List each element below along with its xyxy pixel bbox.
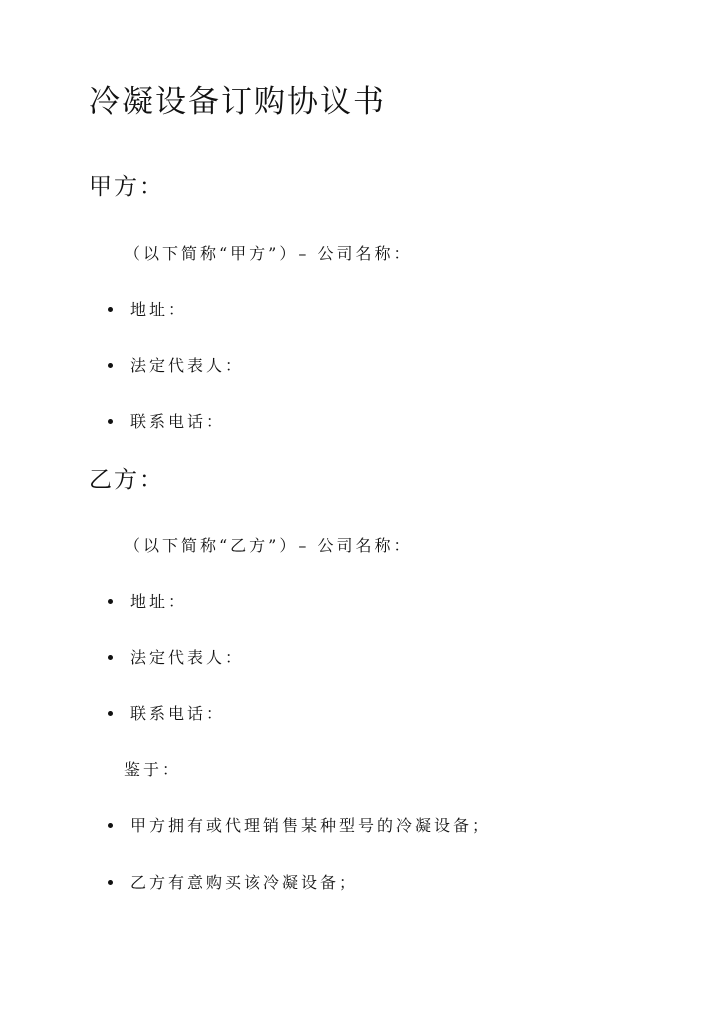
bullet-icon [108, 307, 113, 312]
whereas-item [108, 816, 491, 835]
party-b-item-representative [108, 648, 244, 667]
party-b-item-phone [108, 704, 225, 723]
party-a-item-phone [108, 412, 225, 431]
bullet-icon [108, 823, 113, 828]
bullet-icon [108, 880, 113, 885]
party-b-intro: （以下简称“乙方”）– 公司名称： [124, 536, 413, 555]
party-a-intro: （以下简称“甲方”）– 公司名称： [124, 244, 413, 263]
party-b-heading: 乙方： [89, 467, 164, 493]
bullet-icon [108, 599, 113, 604]
party-b-representative-label: 法定代表人： [130, 648, 245, 667]
party-b-item-address [108, 592, 187, 611]
bullet-icon [108, 363, 113, 368]
party-a-representative-label: 法定代表人： [130, 356, 245, 375]
party-a-item-address [108, 300, 187, 319]
whereas-item-text: 甲方拥有或代理销售某种型号的冷凝设备； [130, 816, 492, 835]
party-a-address-label: 地址： [130, 300, 188, 319]
party-a-item-representative [108, 356, 244, 375]
party-b-address-label: 地址： [130, 592, 188, 611]
bullet-icon [108, 711, 113, 716]
whereas-label: 鉴于： [124, 760, 182, 779]
bullet-icon [108, 655, 113, 660]
party-a-heading: 甲方： [89, 174, 164, 200]
party-b-phone-label: 联系电话： [130, 704, 226, 723]
whereas-item [108, 873, 358, 892]
document-title: 冷凝设备订购协议书 [89, 84, 386, 120]
party-a-phone-label: 联系电话： [130, 412, 226, 431]
bullet-icon [108, 419, 113, 424]
whereas-item-text: 乙方有意购买该冷凝设备； [130, 873, 359, 892]
